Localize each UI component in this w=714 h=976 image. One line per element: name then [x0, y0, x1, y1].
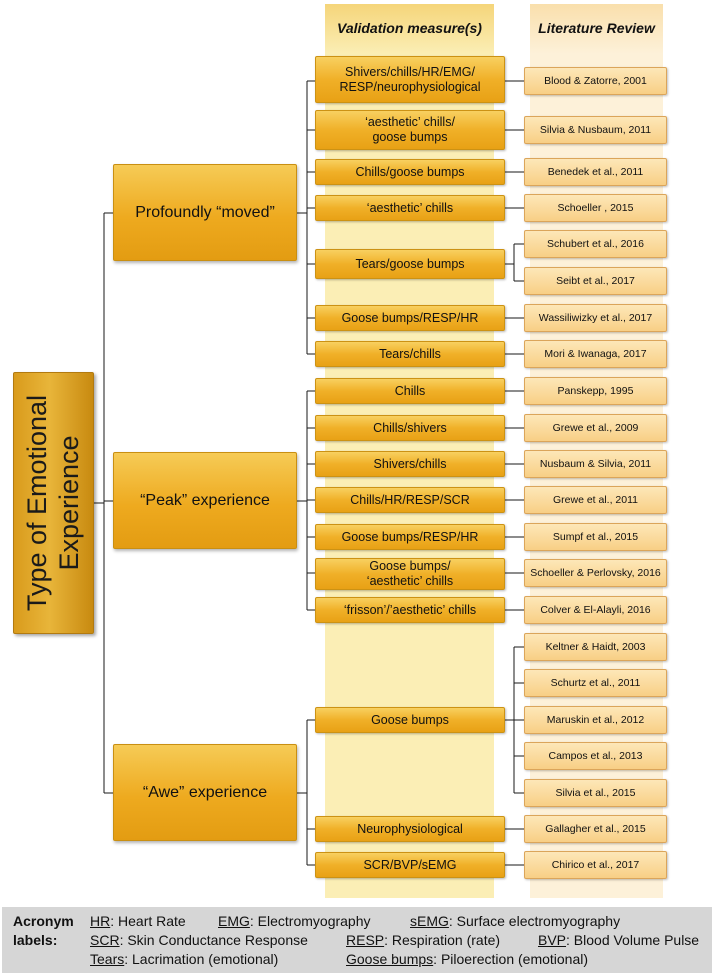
validation-measures-header: Validation measure(s): [337, 20, 482, 36]
legend-def: : Heart Rate: [110, 913, 186, 929]
measure-goose-bumps-resp-hr: Goose bumps/RESP/HR: [315, 305, 505, 331]
measure-frisson-aesthetic-chills: ‘frisson’/’aesthetic’ chills: [315, 597, 505, 623]
reference-panskepp-1995: Panskepp, 1995: [524, 377, 667, 405]
reference-gallagher-2015: Gallagher et al., 2015: [524, 815, 667, 843]
reference-wassiliwizky-2017: Wassiliwizky et al., 2017: [524, 304, 667, 332]
measure-line: Shivers/chills/HR/EMG/: [345, 64, 475, 79]
category-awe-experience: “Awe” experience: [113, 744, 297, 841]
measure-tears-goose-bumps: Tears/goose bumps: [315, 249, 505, 279]
legend-abbr: sEMG: [410, 913, 449, 929]
legend-item-hr: [90, 913, 186, 929]
measure-goose-bumps-resp-hr-2: Goose bumps/RESP/HR: [315, 524, 505, 550]
measure-line: RESP/neurophysiological: [339, 79, 481, 94]
measure-aesthetic-chills: ‘aesthetic’ chills: [315, 195, 505, 221]
measure-goose-bumps-aesthetic-chills: [315, 558, 505, 590]
legend-abbr: SCR: [90, 932, 120, 948]
literature-review-header: Literature Review: [538, 20, 655, 36]
measure-line: ‘aesthetic’ chills: [366, 574, 454, 588]
legend-abbr: EMG: [218, 913, 250, 929]
reference-grewe-2009: Grewe et al., 2009: [524, 414, 667, 442]
measure-line: ‘aesthetic’ chills/: [365, 115, 455, 129]
legend-def: : Blood Volume Pulse: [566, 932, 700, 948]
legend-abbr: RESP: [346, 932, 385, 948]
reference-schoeller-2015: Schoeller , 2015: [524, 194, 667, 222]
measure-line: Goose bumps/: [369, 559, 451, 573]
category-peak-experience: “Peak” experience: [113, 452, 297, 549]
reference-nusbaum-silvia-2011: Nusbaum & Silvia, 2011: [524, 450, 667, 478]
reference-colver-el-alayli-2016: Colver & El-Alayli, 2016: [524, 596, 667, 624]
reference-schurtz-2011: Schurtz et al., 2011: [524, 669, 667, 697]
legend-abbr: Tears: [90, 951, 125, 967]
reference-silvia-nusbaum-2011: Silvia & Nusbaum, 2011: [524, 116, 667, 144]
legend-title-line1: Acronym: [13, 913, 74, 929]
reference-blood-zatorre-2001: Blood & Zatorre, 2001: [524, 67, 667, 95]
reference-campos-2013: Campos et al., 2013: [524, 742, 667, 770]
legend-item-goose-bumps: [346, 951, 588, 967]
reference-chirico-2017: Chirico et al., 2017: [524, 851, 667, 879]
legend-abbr: HR: [90, 913, 111, 929]
reference-schoeller-perlovsky-2016: Schoeller & Perlovsky, 2016: [524, 559, 667, 587]
root-label-line2: Experience: [54, 435, 85, 571]
measure-shivers-chills-hr-emg: [315, 56, 505, 103]
legend-def: : Skin Conductance Response: [119, 932, 308, 948]
reference-silvia-2015: Silvia et al., 2015: [524, 779, 667, 807]
legend-item-emg: [218, 913, 371, 929]
measure-neurophysiological: Neurophysiological: [315, 816, 505, 842]
measure-line: goose bumps: [372, 130, 448, 144]
legend-def: : Piloerection (emotional): [433, 951, 589, 967]
reference-maruskin-2012: Maruskin et al., 2012: [524, 706, 667, 734]
legend-item-scr: [90, 932, 308, 948]
measure-chills-goose-bumps: Chills/goose bumps: [315, 159, 505, 185]
measure-chills-hr-resp-scr: Chills/HR/RESP/SCR: [315, 487, 505, 513]
measure-tears-chills: Tears/chills: [315, 341, 505, 367]
legend-def: : Respiration (rate): [384, 932, 501, 948]
reference-schubert-2016: Schubert et al., 2016: [524, 230, 667, 258]
reference-sumpf-2015: Sumpf et al., 2015: [524, 523, 667, 551]
legend-item-resp: [346, 932, 500, 948]
measure-chills-shivers: Chills/shivers: [315, 415, 505, 441]
measure-scr-bvp-semg: SCR/BVP/sEMG: [315, 852, 505, 878]
measure-chills: Chills: [315, 378, 505, 404]
measure-goose-bumps: Goose bumps: [315, 707, 505, 733]
acronym-legend: [2, 907, 712, 973]
legend-abbr: Goose bumps: [346, 951, 434, 967]
category-profoundly-moved: Profoundly “moved”: [113, 164, 297, 261]
legend-item-bvp: [538, 932, 699, 948]
legend-def: : Lacrimation (emotional): [124, 951, 279, 967]
root-label-line1: Type of Emotional: [22, 394, 53, 612]
legend-item-tears: [90, 951, 278, 967]
reference-mori-iwanaga-2017: Mori & Iwanaga, 2017: [524, 340, 667, 368]
reference-seibt-2017: Seibt et al., 2017: [524, 267, 667, 295]
legend-def: : Surface electromyography: [448, 913, 621, 929]
measure-aesthetic-chills-goose-bumps: [315, 110, 505, 150]
legend-title-line2: labels:: [13, 932, 58, 948]
measure-shivers-chills: Shivers/chills: [315, 451, 505, 477]
reference-benedek-2011: Benedek et al., 2011: [524, 158, 667, 186]
legend-abbr: BVP: [538, 932, 567, 948]
reference-grewe-2011: Grewe et al., 2011: [524, 486, 667, 514]
root-type-of-emotional-experience: [13, 372, 94, 634]
reference-keltner-haidt-2003: Keltner & Haidt, 2003: [524, 633, 667, 661]
legend-def: : Electromyography: [249, 913, 371, 929]
legend-item-semg: [410, 913, 620, 929]
